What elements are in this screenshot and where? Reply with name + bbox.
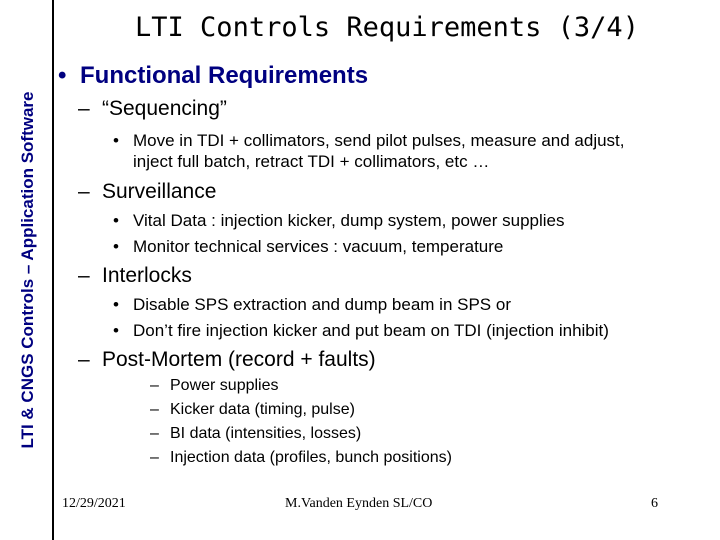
list-item [113,130,673,172]
section-heading-sequencing [78,97,227,121]
slide-title: LTI Controls Requirements (3/4) [135,12,639,43]
bullet-symbol: • [113,295,119,314]
main-bullet-text: Functional Requirements [80,62,369,89]
footer-date: 12/29/2021 [62,496,126,511]
section-heading-text: “Sequencing” [102,97,227,120]
dash-symbol: – [150,377,159,394]
list-item-text: Monitor technical services : vacuum, temperature [133,237,504,256]
list-item [150,449,452,467]
list-item [150,425,361,443]
section-heading-interlocks [78,264,192,288]
dash-symbol: – [78,97,90,120]
dash-symbol: – [150,449,159,466]
sidebar [0,0,54,540]
list-item-text: Disable SPS extraction and dump beam in SPS or [133,295,511,314]
bullet-symbol: • [113,321,119,340]
page-number: 6 [651,496,658,511]
list-item [150,377,279,395]
list-item [113,236,503,257]
dash-symbol: – [78,180,90,203]
footer-author: M.Vanden Eynden SL/CO [285,496,433,511]
list-item-text: Kicker data (timing, pulse) [170,401,355,418]
list-item-text: Injection data (profiles, bunch positions) [170,449,452,466]
list-item [113,320,609,341]
dash-symbol: – [78,348,90,371]
dash-symbol: – [150,401,159,418]
bullet-symbol: • [113,237,119,256]
main-bullet [58,62,368,90]
section-heading-text: Interlocks [102,264,192,287]
list-item [150,401,355,419]
dash-symbol: – [150,425,159,442]
list-item-text: Move in TDI + collimators, send pilot pulses, measure and adjust, inject full batch, retract TDI + collimators, etc … [133,131,625,171]
list-item-text: Vital Data : injection kicker, dump system, power supplies [133,211,565,230]
section-heading-postmortem [78,348,376,372]
sidebar-label: LTI & CNGS Controls – Application Software [18,91,37,449]
list-item-text: Power supplies [170,377,279,394]
dash-symbol: – [78,264,90,287]
list-item [113,210,565,231]
list-item [113,294,511,315]
section-heading-text: Surveillance [102,180,217,203]
list-item-text: BI data (intensities, losses) [170,425,362,442]
bullet-symbol: • [113,211,119,230]
section-heading-surveillance [78,180,216,204]
section-heading-text: Post-Mortem (record + faults) [102,348,376,371]
bullet-symbol: • [58,62,67,89]
list-item-text: Don’t fire injection kicker and put beam on TDI (injection inhibit) [133,321,609,340]
bullet-symbol: • [113,131,119,150]
